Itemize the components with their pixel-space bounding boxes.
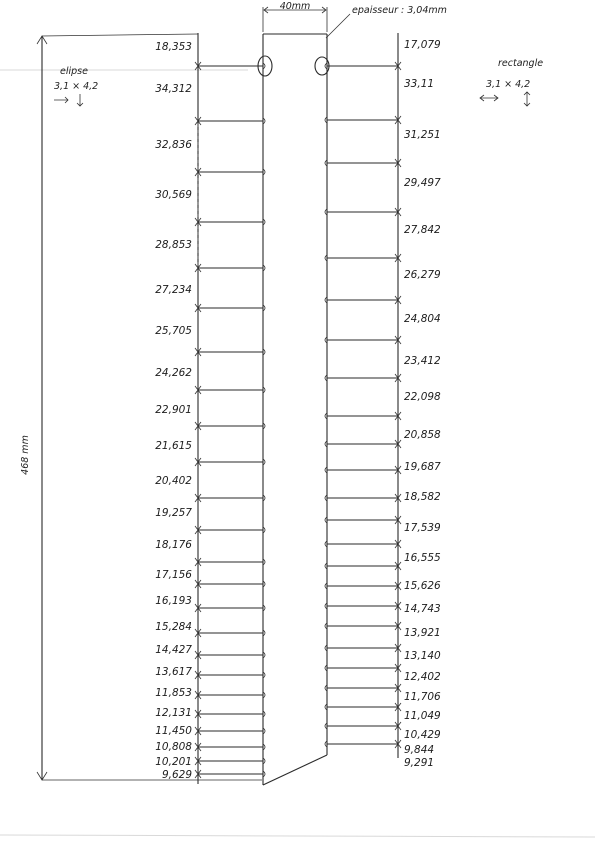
left-measurement-label: 10,808 [155, 741, 192, 753]
left-measurement-label: 15,284 [155, 621, 192, 633]
right-measurement-label: 10,429 [404, 729, 441, 741]
right-measurement-label: 27,842 [404, 224, 441, 236]
left-measurement-label: 21,615 [155, 440, 192, 452]
right-measurement-label: 24,804 [404, 313, 441, 325]
left-measurement-label: 32,836 [155, 139, 192, 151]
right-measurement-label: 14,743 [404, 603, 441, 615]
left-measurement-label: 10,201 [155, 756, 192, 768]
right-measurement-label: 19,687 [404, 461, 441, 473]
left-measurement-label: 20,402 [155, 475, 192, 487]
right-measurement-label: 9,844 [404, 744, 435, 756]
right-measurement-label: 15,626 [404, 580, 441, 592]
left-measurement-label: 24,262 [155, 367, 192, 379]
right-measurement-label: 18,582 [404, 491, 441, 503]
ellipse-label: elipse [60, 66, 88, 77]
right-measurement-label: 31,251 [404, 129, 441, 141]
thickness-label: epaisseur : 3,04mm [352, 5, 447, 16]
right-measurement-label: 11,049 [404, 710, 441, 722]
left-measurement-label: 18,176 [155, 539, 192, 551]
left-measurement-label: 14,427 [155, 644, 192, 656]
right-measurement-label: 17,079 [404, 39, 441, 51]
left-measurement-label: 11,853 [155, 687, 192, 699]
right-measurement-label: 12,402 [404, 671, 441, 683]
right-measurement-label: 33,11 [404, 78, 435, 90]
ellipse-dims: 3,1 × 4,2 [54, 81, 99, 92]
left-measurement-label: 34,312 [155, 83, 192, 95]
right-measurement-label: 13,921 [404, 627, 441, 639]
right-measurement-label: 16,555 [404, 552, 441, 564]
left-measurement-label: 18,353 [155, 41, 192, 53]
right-measurement-label: 11,706 [404, 691, 441, 703]
left-measurement-label: 30,569 [155, 189, 192, 201]
left-measurement-label: 13,617 [155, 666, 192, 678]
right-measurement-label: 23,412 [404, 355, 441, 367]
left-measurement-label: 9,629 [161, 769, 192, 781]
right-measurement-label: 17,539 [404, 522, 441, 534]
top-width-label: 40mm [279, 1, 311, 12]
right-measurement-label: 13,140 [404, 650, 441, 662]
left-measurement-label: 19,257 [155, 507, 192, 519]
left-measurement-label: 16,193 [155, 595, 192, 607]
left-measurement-label: 11,450 [155, 725, 192, 737]
right-measurement-label: 29,497 [404, 177, 441, 189]
right-measurement-label: 22,098 [404, 391, 441, 403]
rectangle-dims: 3,1 × 4,2 [486, 79, 531, 90]
left-measurement-label: 12,131 [155, 707, 192, 719]
left-measurement-label: 17,156 [155, 569, 192, 581]
total-height-label: 468 mm [20, 435, 31, 475]
left-measurement-label: 22,901 [155, 404, 192, 416]
right-measurement-label: 9,291 [404, 757, 435, 769]
left-measurement-label: 27,234 [155, 284, 192, 296]
right-measurement-label: 20,858 [404, 429, 441, 441]
right-measurement-label: 26,279 [404, 269, 441, 281]
left-measurement-label: 25,705 [155, 325, 192, 337]
left-measurement-label: 28,853 [155, 239, 192, 251]
rectangle-label: rectangle [498, 58, 544, 69]
